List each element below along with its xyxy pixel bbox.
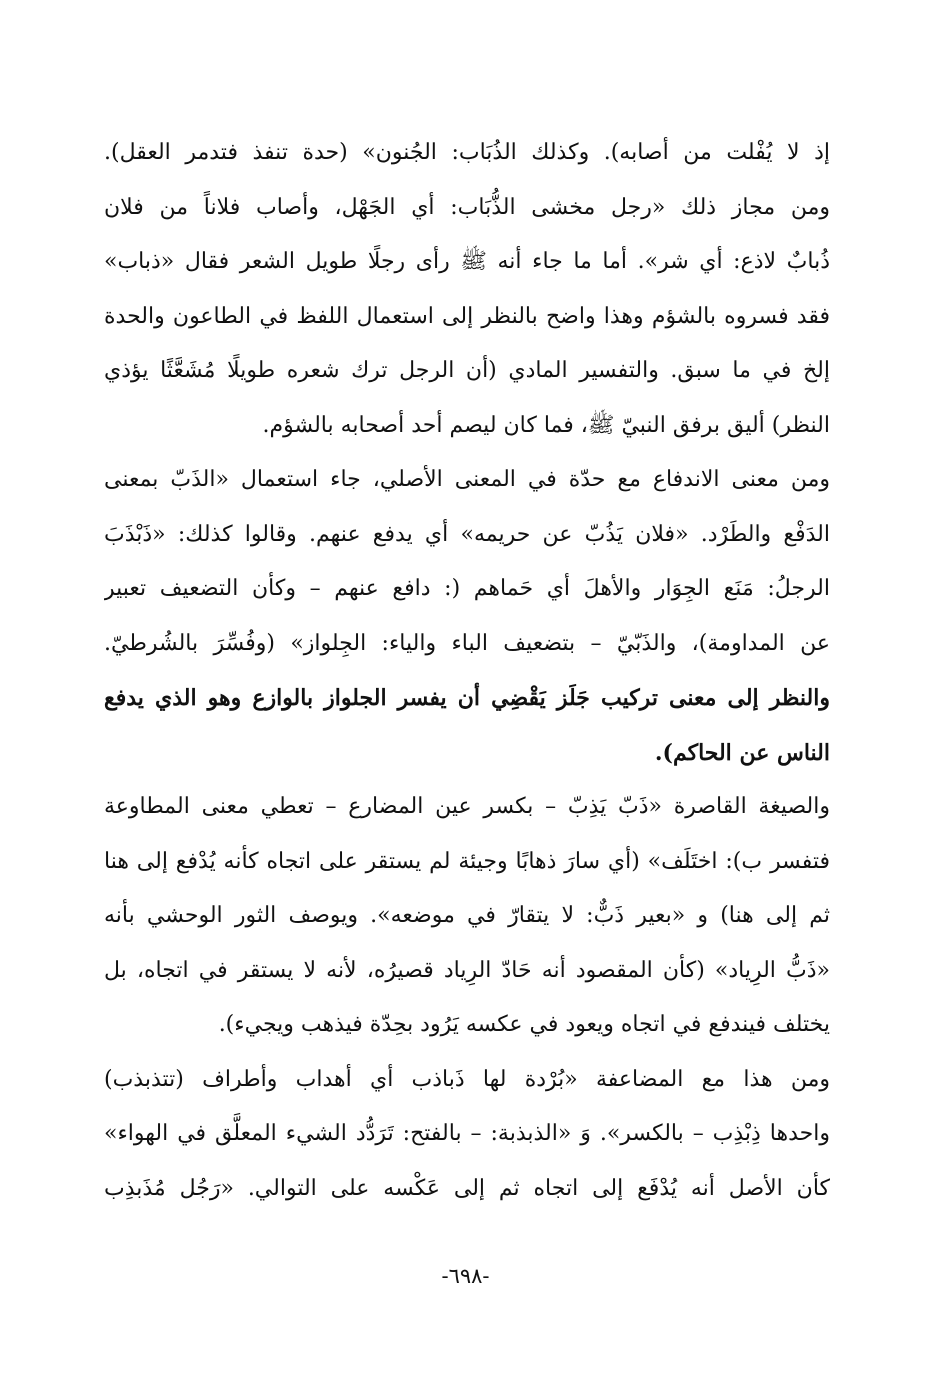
text-line: إذ لا يُفْلت من أصابه). وكذلك الذُبَاب: الجُنون» (حدة تنفذ فتدمر العقل). (104, 140, 830, 165)
text-line: والنظر إلى معنى تركيب جَلَز يَقْضِي أن يفسر الجلواز بالوازع وهو الذي يدفع (104, 685, 830, 711)
text-line: كأن الأصل أنه يُدْفَع إلى اتجاه ثم إلى عَكْسه على التوالي. «رَجُل مُذَبذِب (104, 1175, 830, 1201)
text-line: عن المداومة)، والذَبّيّ – بتضعيف الباء والياء: الجِلواز» (وفُسِّرَ بالشُرطيّ. (104, 630, 830, 656)
text-line: فتفسر ب): اختَلَف» (أي سارَ ذهابًا وجيئة لم يستقر على اتجاه كأنه يُدْفع إلى هنا (104, 848, 830, 874)
text-line: الناس عن الحاكم). (654, 739, 830, 766)
text-line: ومن هذا مع المضاعفة «بُرْدة لها ذَباذب أي أهداب وأطراف (تتذبذب) (104, 1066, 830, 1092)
text-line: واحدها ذِبْذِب – بالكسر». وَ «الذبذبة: – بالفتح: تَرَدُّد الشيء المعلَّق في الهواء» (104, 1121, 830, 1146)
text-line: ذُبابٌ لاذع: أي شر». أما ما جاء أنه ﷺ رأى رجلًا طويل الشعر فقال «ذباب» (104, 249, 830, 274)
text-line: النظر) أليق برفق النبيّ ﷺ، فما كان ليصم أحد أصحابه بالشؤم. (262, 412, 830, 438)
text-line: إلخ في ما سبق. والتفسير المادي (أن الرجل ترك شعره طويلًا مُشَعَّثًا يؤذي (104, 358, 830, 383)
text-line: ثم إلى هنا) و «بعير ذَبٌّ: لا يتقارّ في موضعه». ويوصف الثور الوحشي بأنه (104, 903, 830, 928)
text-line: «ذَبُّ الرِياد» (كأن المقصود أنه حَادّ الرِياد قصيرُه، لأنه لا يستقر في اتجاه، بل (104, 957, 830, 983)
page-number: -٦٩٨- (441, 1264, 490, 1288)
text-line: والصيغة القاصرة «ذَبّ يَذِبّ – بكسر عين المضارع – تعطي معنى المطاوعة (104, 794, 830, 819)
text-line: الرجلُ: مَنَع الجِوَار والأهلَ أي حَماهم (: دافع عنهم – وكأن التضعيف تعبير (104, 576, 830, 601)
text-line: فقد فسروه بالشؤم وهذا واضح بالنظر إلى استعمال اللفظ في الطاعون والحدة (104, 303, 830, 329)
text-line: ومن معنى الاندفاع مع حدّة في المعنى الأصلي، جاء استعمال «الذَبّ بمعنى (104, 467, 830, 492)
text-line: ومن مجاز ذلك «رجل مخشى الذُّبَاب: أي الجَهْل، وأصاب فلاناً من فلان (104, 194, 830, 220)
body-text (104, 126, 830, 1216)
text-line: يختلف فيندفع في اتجاه ويعود في عكسه يَرُود بحِدّة فيذهب ويجيء). (218, 1012, 830, 1037)
text-line: الدَفْع والطَرْد. «فلان يَذُبّ عن حريمه» أي يدفع عنهم. وقالوا كذلك: «ذَبْذَبَ (104, 521, 830, 547)
